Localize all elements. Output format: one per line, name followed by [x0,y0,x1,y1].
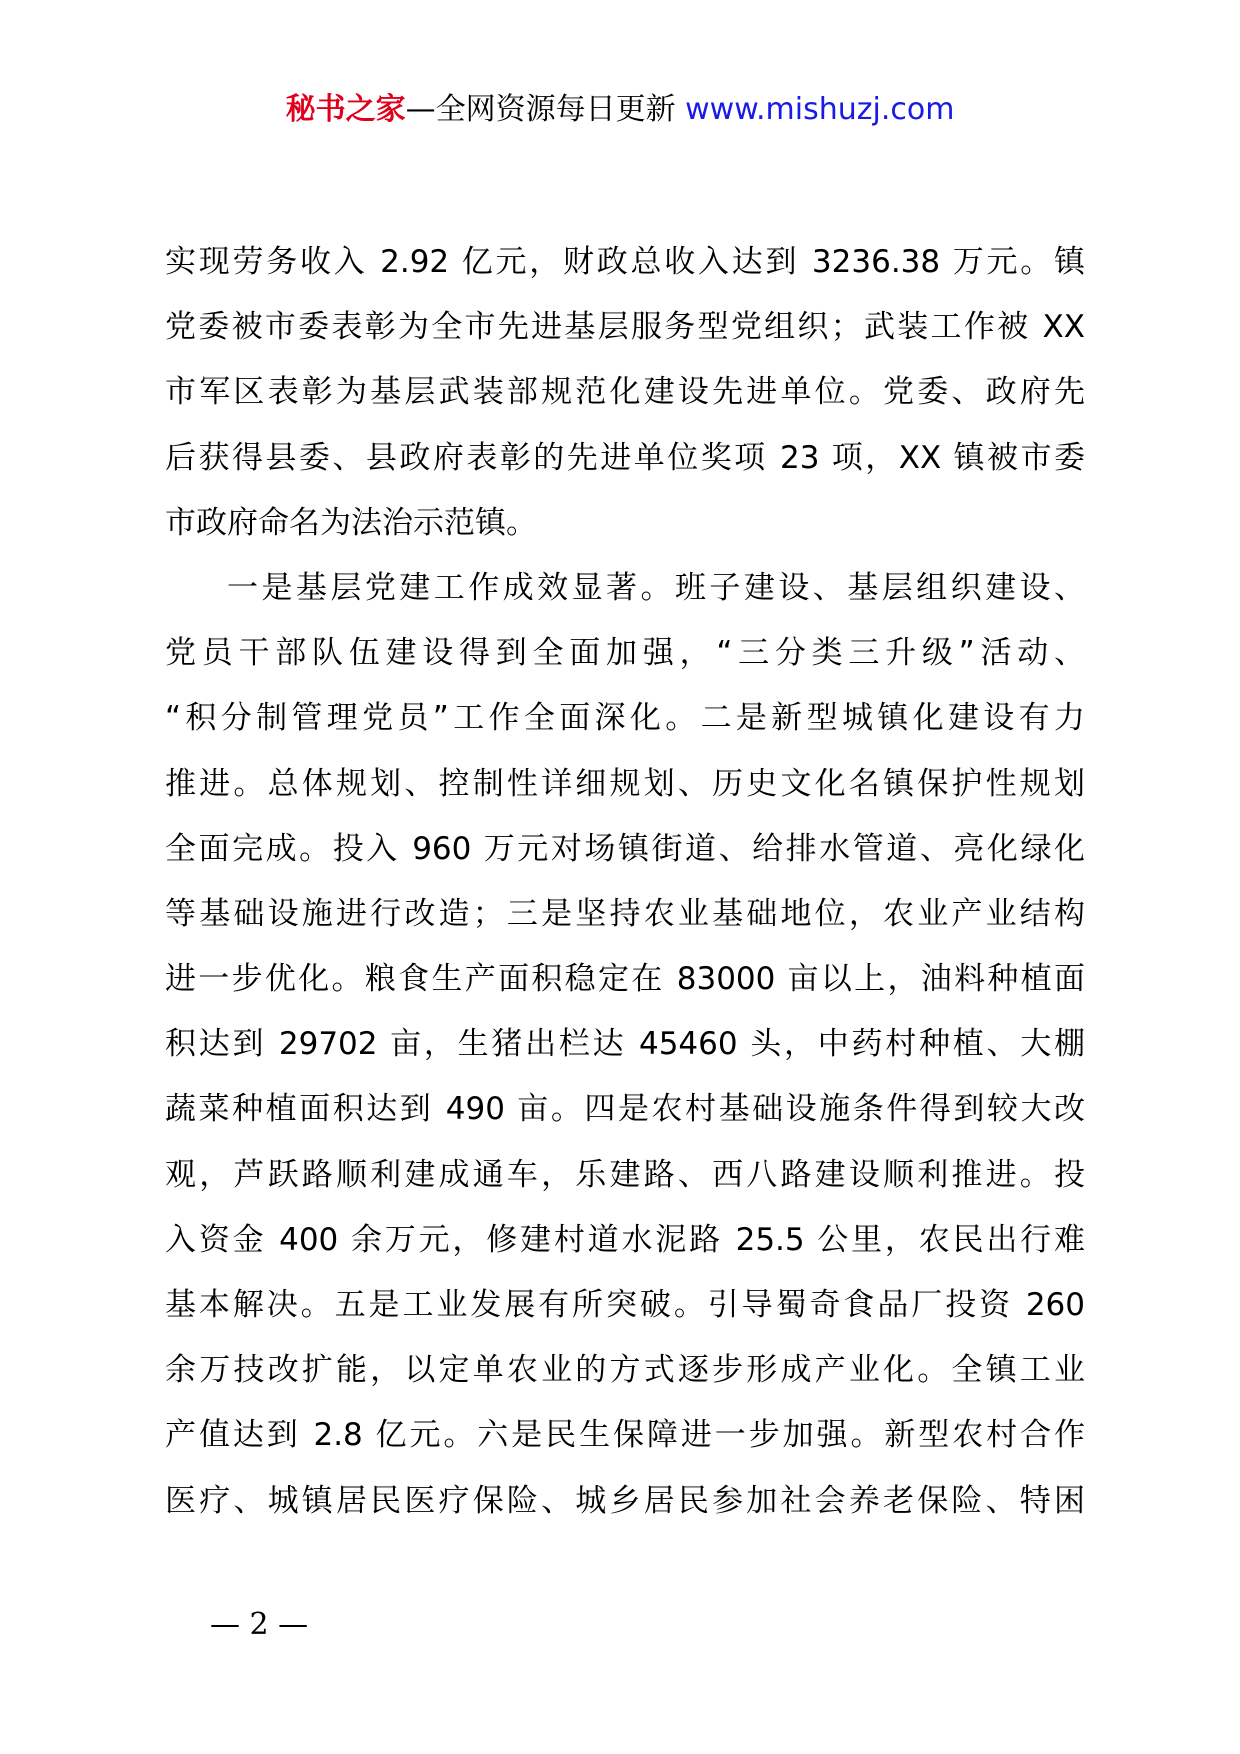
text-line: 等基础设施进行改造；三是坚持农业基础地位，农业产业结构 [165,895,1085,932]
text-line: 市政府命名为法治示范镇。 [165,504,537,541]
text-line: 实现劳务收入 2.92 亿元，财政总收入达到 3236.38 万元。镇 [165,244,1085,280]
text-line: 产值达到 2.8 亿元。六是民生保障进一步加强。新型农村合作 [165,1417,1085,1454]
paragraph [165,230,1085,556]
text-line: 进一步优化。粮食生产面积稳定在 83000 亩以上，油料种植面 [165,961,1085,998]
text-line: 推进。总体规划、控制性详细规划、历史文化名镇保护性规划 [165,765,1085,802]
text-line: 医疗、城镇居民医疗保险、城乡居民参加社会养老保险、特困 [165,1482,1085,1519]
text-line: 入资金 400 余万元，修建村道水泥路 25.5 公里，农民出行难 [165,1221,1085,1258]
text-line: 党委被市委表彰为全市先进基层服务型党组织；武装工作被 XX [165,309,1085,346]
text-line: 后获得县委、县政府表彰的先进单位奖项 23 项，XX 镇被市委 [165,439,1085,476]
text-line: 蔬菜种植面积达到 490 亩。四是农村基础设施条件得到较大改 [165,1091,1085,1128]
document-body [165,230,1085,1534]
site-url-link[interactable]: www.mishuzj.com [685,92,955,127]
text-line: 党员干部队伍建设得到全面加强，“三分类三升级”活动、 [165,635,1085,672]
header-tagline: —全网资源每日更新 [405,92,676,127]
paragraph [165,556,1085,1534]
text-line: “积分制管理党员”工作全面深化。二是新型城镇化建设有力 [165,700,1085,737]
text-line: 观，芦跃路顺利建成通车，乐建路、西八路建设顺利推进。投 [165,1156,1085,1193]
text-line: 一是基层党建工作成效显著。班子建设、基层组织建设、 [227,569,1085,606]
site-header [0,88,1240,132]
brand-name: 秘书之家 [285,92,406,127]
text-line: 积达到 29702 亩，生猪出栏达 45460 头，中药村种植、大棚 [165,1026,1085,1063]
page-number: — 2 — [210,1607,309,1642]
text-line: 基本解决。五是工业发展有所突破。引导蜀奇食品厂投资 260 [165,1287,1085,1323]
text-line: 全面完成。投入 960 万元对场镇街道、给排水管道、亮化绿化 [165,830,1085,867]
text-line: 余万技改扩能，以定单农业的方式逐步形成产业化。全镇工业 [165,1352,1085,1389]
text-line: 市军区表彰为基层武装部规范化建设先进单位。党委、政府先 [165,374,1085,411]
